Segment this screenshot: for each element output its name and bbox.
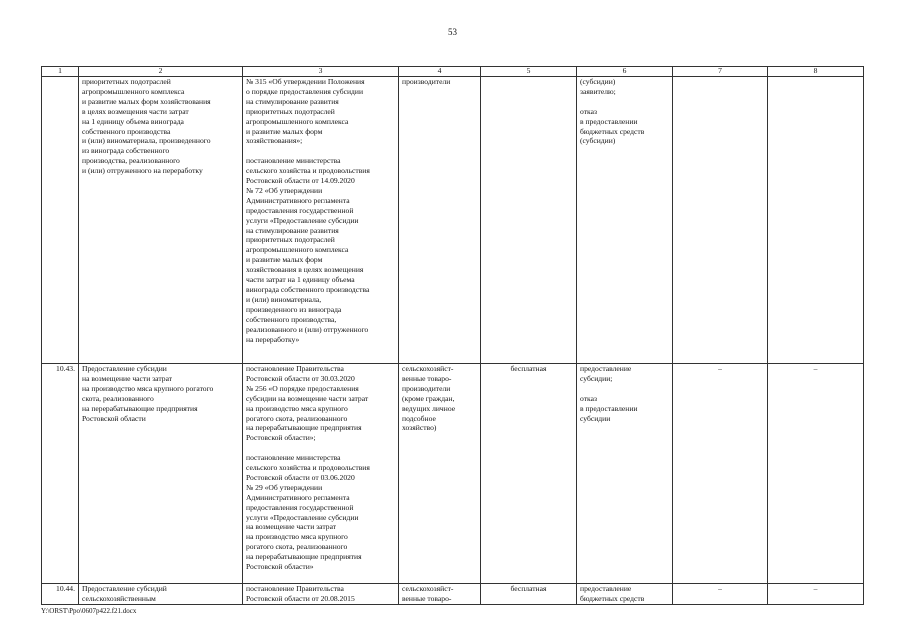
result-cell [577,77,673,364]
page-number: 53 [448,27,457,37]
legal-basis-line: Ростовской области от 14.09.2020 [246,176,355,186]
column-header: 5 [481,67,577,77]
service-name-line: на перерабатывающие предприятия [82,403,198,413]
service-name-line: на 1 единицу объема винограда [82,116,184,126]
result-cell [577,584,673,605]
legal-basis-line: Ростовской области от 03.06.2020 [246,472,355,482]
cost-cell [481,77,577,364]
legal-basis-line: хозяйствования»; [246,136,303,146]
row-number-cell: 10.44. [42,584,79,605]
legal-basis-line: услуги «Предоставление субсидии [246,215,359,225]
legal-basis-line: и развитие малых форм [246,255,323,265]
service-name-line: Ростовской области [82,413,146,423]
row-number-cell: 10.43. [42,364,79,584]
legal-basis-line: на переработку» [246,334,300,344]
recipients-line: хозяйство) [402,423,437,433]
legal-basis-line: Ростовской области» [246,562,314,572]
legal-basis-line: на стимулирование развития [246,96,339,106]
legal-basis-line: на возмещение части затрат [246,522,337,532]
legal-basis-line: и развитие малых форм [246,126,323,136]
service-name-line: собственного производства [82,126,171,136]
result-line: отказ [580,393,597,403]
recipients-line: венные товаро- [402,373,452,383]
column-header: 7 [673,67,768,77]
cost-cell: бесплатная [481,584,577,605]
legal-basis-line: № 29 «Об утверждении [246,482,323,492]
column-number-row [42,67,864,77]
legal-basis-line: предоставления государственной [246,205,354,215]
service-name-line: из винограда собственного [82,146,170,156]
footer-file-path: Y:\ORST\Ppo\0607p422.f21.docx [41,607,137,615]
legal-basis-line: Административного регламента [246,195,350,205]
recipients-line: ведущих личное [402,403,456,413]
column-7-cell: – [673,364,768,584]
legal-basis-line: Ростовской области»; [246,433,316,443]
legal-basis-line: Административного регламента [246,492,350,502]
service-name-line: сельскохозяйственным [82,593,156,603]
recipients-line: производители [402,77,451,86]
legal-basis-line: Ростовской области от 30.03.2020 [246,373,355,383]
recipients-line: (кроме граждан, [402,393,455,403]
column-header: 8 [768,67,864,77]
legal-basis-line: о порядке предоставления субсидии [246,86,364,96]
column-8-cell: – [768,364,864,584]
result-line: заявителю; [580,86,616,96]
legal-basis-line: части затрат на 1 единицу объема [246,275,355,285]
legal-basis-cell [243,77,399,364]
legal-basis-line: произведенного из винограда [246,304,342,314]
legal-basis-line: на производство мяса крупного [246,403,348,413]
service-name-line: приоритетных подотраслей [82,77,171,86]
service-name-line: скота, реализованного [82,393,154,403]
paragraph-gap [246,146,395,156]
legal-basis-line: приоритетных подотраслей [246,235,335,245]
legal-basis-line: № 315 «Об утверждении Положения [246,77,365,86]
legal-basis-line: сельского хозяйства и продовольствия [246,463,370,473]
table-row [42,77,864,364]
result-line: в предоставлении [580,116,638,126]
column-8-cell [768,77,864,364]
legal-basis-line: № 256 «О порядке предоставления [246,383,359,393]
legal-basis-line: рогатого скота, реализованного [246,542,348,552]
column-header: 2 [79,67,243,77]
legal-basis-line: постановление министерства [246,453,341,463]
result-cell [577,364,673,584]
column-header: 4 [399,67,481,77]
service-name-line: в целях возмещения части затрат [82,106,189,116]
legal-basis-line: приоритетных подотраслей [246,106,335,116]
service-name-line: и развитие малых форм хозяйствования [82,96,211,106]
service-name-line: и (или) отгруженного на переработку [82,166,203,176]
paragraph-gap [580,97,669,107]
result-line: в предоставлении [580,403,638,413]
recipients-line: венные товаро- [402,593,452,603]
result-line: (субсидии) [580,77,616,86]
legal-basis-line: винограда собственного производства [246,285,370,295]
service-name-line: и (или) виноматериала, произведенного [82,136,211,146]
column-7-cell: – [673,584,768,605]
service-name-line: Предоставление субсидии [82,364,167,373]
result-line: бюджетных средств [580,126,645,136]
cost-cell: бесплатная [481,364,577,584]
legal-basis-line: собственного производства, [246,314,337,324]
recipients-cell [399,364,481,584]
legal-basis-line: агропромышленного комплекса [246,116,349,126]
legal-basis-line: предоставления государственной [246,502,354,512]
recipients-cell [399,77,481,364]
legal-basis-line: Ростовской области от 20.08.2015 [246,593,355,603]
column-header: 6 [577,67,673,77]
legal-basis-line: № 72 «Об утверждении [246,185,323,195]
column-header: 3 [243,67,399,77]
result-line: субсидии; [580,373,613,383]
recipients-line: производители [402,383,451,393]
legal-basis-line: сельского хозяйства и продовольствия [246,166,370,176]
legal-basis-line: агропромышленного комплекса [246,245,349,255]
services-table [41,66,864,605]
legal-basis-line: реализованного и (или) отгруженного [246,324,369,334]
result-line: отказ [580,106,597,116]
legal-basis-line: постановление министерства [246,156,341,166]
legal-basis-line: постановление Правительства [246,364,344,373]
legal-basis-line: хозяйствования в целях возмещения [246,265,364,275]
legal-basis-cell [243,364,399,584]
legal-basis-line: на стимулирование развития [246,225,339,235]
legal-basis-line: и (или) виноматериала, [246,294,322,304]
service-name-line: производства, реализованного [82,156,180,166]
service-name-line: на возмещение части затрат [82,373,173,383]
paragraph-gap [246,443,395,453]
legal-basis-line: субсидии на возмещение части затрат [246,393,369,403]
result-line: предоставление [580,584,632,593]
legal-basis-line: на перерабатывающие предприятия [246,423,362,433]
recipients-line: подсобное [402,413,436,423]
result-line: предоставление [580,364,632,373]
legal-basis-cell [243,584,399,605]
result-line: бюджетных средств [580,593,645,603]
legal-basis-line: на перерабатывающие предприятия [246,552,362,562]
legal-basis-line: постановление Правительства [246,584,344,593]
legal-basis-line: на производство мяса крупного [246,532,348,542]
result-line: субсидии [580,413,611,423]
table-row [42,584,864,605]
recipients-cell [399,584,481,605]
service-name-line: Предоставление субсидий [82,584,167,593]
recipients-line: сельскохозяйст- [402,584,454,593]
legal-basis-line: услуги «Предоставление субсидии [246,512,359,522]
table-row [42,364,864,584]
recipients-line: сельскохозяйст- [402,364,454,373]
row-number-cell [42,77,79,364]
service-name-cell [79,584,243,605]
legal-basis-line: рогатого скота, реализованного [246,413,348,423]
service-name-cell [79,364,243,584]
service-name-line: на производство мяса крупного рогатого [82,383,214,393]
service-name-cell [79,77,243,364]
column-8-cell: – [768,584,864,605]
service-name-line: агропромышленного комплекса [82,86,185,96]
column-7-cell [673,77,768,364]
result-line: (субсидии) [580,136,616,146]
paragraph-gap [580,384,669,394]
column-header: 1 [42,67,79,77]
